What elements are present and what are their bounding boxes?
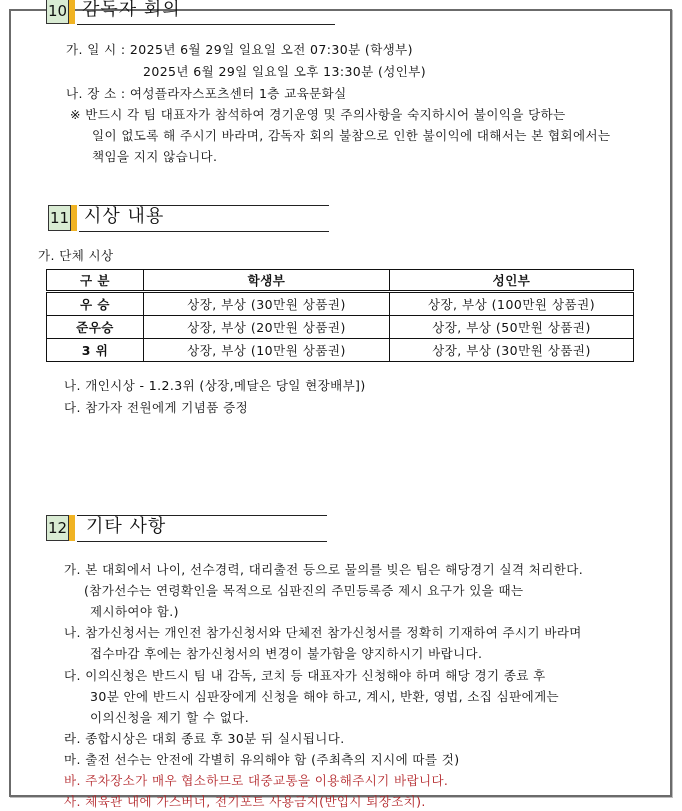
rule-line: 접수마감 후에는 참가신청서의 변경이 불가함을 양지하시기 바랍니다. — [90, 646, 483, 661]
meeting-time-line: 가. 일 시 : 2025년 6월 29일 일요일 오전 07:30분 (학생부) — [66, 42, 413, 57]
notice-line: 일이 없도록 해 주시기 바라며, 감독자 회의 불참으로 인한 불이익에 대해서는 본 협회에서는 — [92, 128, 611, 143]
table-header-row — [47, 270, 634, 292]
heading-overline — [79, 205, 329, 206]
individual-award-line: 나. 개인시상 - 1.2.3위 (상장,메달은 당일 현장배부]) — [64, 378, 366, 393]
rule-line: 라. 종합시상은 대회 종료 후 30분 뒤 실시됩니다. — [64, 731, 345, 746]
section-11-header — [48, 205, 338, 231]
table-row — [47, 316, 634, 339]
row-student-prize: 상장, 부상 (20만원 상품권) — [144, 316, 390, 339]
group-award-label: 가. 단체 시상 — [38, 248, 114, 263]
section-number-badge: 10 — [46, 0, 69, 24]
heading-underline — [79, 231, 329, 232]
heading-overline — [77, 515, 327, 516]
row-category: 우 승 — [47, 292, 144, 316]
row-student-prize: 상장, 부상 (30만원 상품권) — [144, 292, 390, 316]
row-adult-prize: 상장, 부상 (100만원 상품권) — [390, 292, 634, 316]
row-category: 준우승 — [47, 316, 144, 339]
rule-line: 다. 이의신청은 반드시 팀 내 감독, 코치 등 대표자가 신청해야 하며 해당 경기 종료 후 — [64, 668, 546, 683]
meeting-time-line-2: 2025년 6월 29일 일요일 오후 13:30분 (성인부) — [143, 64, 426, 79]
heading-underline — [77, 541, 327, 542]
accent-bar — [69, 0, 75, 24]
row-adult-prize: 상장, 부상 (30만원 상품권) — [390, 339, 634, 362]
award-table — [46, 269, 634, 362]
souvenir-line: 다. 참가자 전원에게 기념품 증정 — [64, 400, 249, 415]
section-number-badge: 11 — [48, 205, 71, 231]
accent-bar — [71, 205, 77, 231]
header-student: 학생부 — [144, 270, 390, 292]
section-12-header — [46, 515, 336, 541]
gas-burner-warning-line: 사. 체육관 내에 가스버너, 전기포트 사용금지(반입시 퇴장조치). — [64, 794, 426, 809]
parking-warning-line: 바. 주차장소가 매우 협소하므로 대중교통을 이용해주시기 바랍니다. — [64, 773, 449, 788]
section-title: 감독자 회의 — [82, 0, 181, 20]
section-10-header — [46, 0, 336, 24]
heading-underline — [77, 24, 335, 25]
rule-line: 이의신청을 제기 할 수 없다. — [90, 710, 250, 725]
section-number-badge: 12 — [46, 515, 69, 541]
rule-line: 30분 안에 반드시 심판장에게 신청을 해야 하고, 계시, 반환, 영법, 소집 심판에게는 — [90, 689, 560, 704]
header-adult: 성인부 — [390, 270, 634, 292]
rule-line: 가. 본 대회에서 나이, 선수경력, 대리출전 등으로 물의를 빚은 팀은 해당경기 실격 처리한다. — [64, 562, 584, 577]
accent-bar — [69, 515, 75, 541]
rule-line: 제시하여야 함.) — [90, 604, 179, 619]
header-category: 구 분 — [47, 270, 144, 292]
row-student-prize: 상장, 부상 (10만원 상품권) — [144, 339, 390, 362]
rule-line: 나. 참가신청서는 개인전 참가신청서와 단체전 참가신청서를 정확히 기재하여 주시기 바라며 — [64, 625, 582, 640]
rule-line: (참가선수는 연령확인을 목적으로 심판진의 주민등록증 제시 요구가 있을 때는 — [84, 583, 524, 598]
table-row — [47, 292, 634, 316]
notice-line: 책임을 지지 않습니다. — [92, 149, 218, 164]
meeting-place-line: 나. 장 소 : 여성플라자스포츠센터 1층 교육문화실 — [66, 86, 347, 101]
section-title: 시상 내용 — [84, 206, 165, 227]
notice-line: ※ 반드시 각 팀 대표자가 참석하여 경기운영 및 주의사항을 숙지하시어 불이익을 당하는 — [70, 107, 566, 122]
row-category: 3 위 — [47, 339, 144, 362]
row-adult-prize: 상장, 부상 (50만원 상품권) — [390, 316, 634, 339]
section-title: 기타 사항 — [86, 516, 167, 537]
rule-line: 마. 출전 선수는 안전에 각별히 유의해야 함 (주최측의 지시에 따를 것) — [64, 752, 460, 767]
table-row — [47, 339, 634, 362]
